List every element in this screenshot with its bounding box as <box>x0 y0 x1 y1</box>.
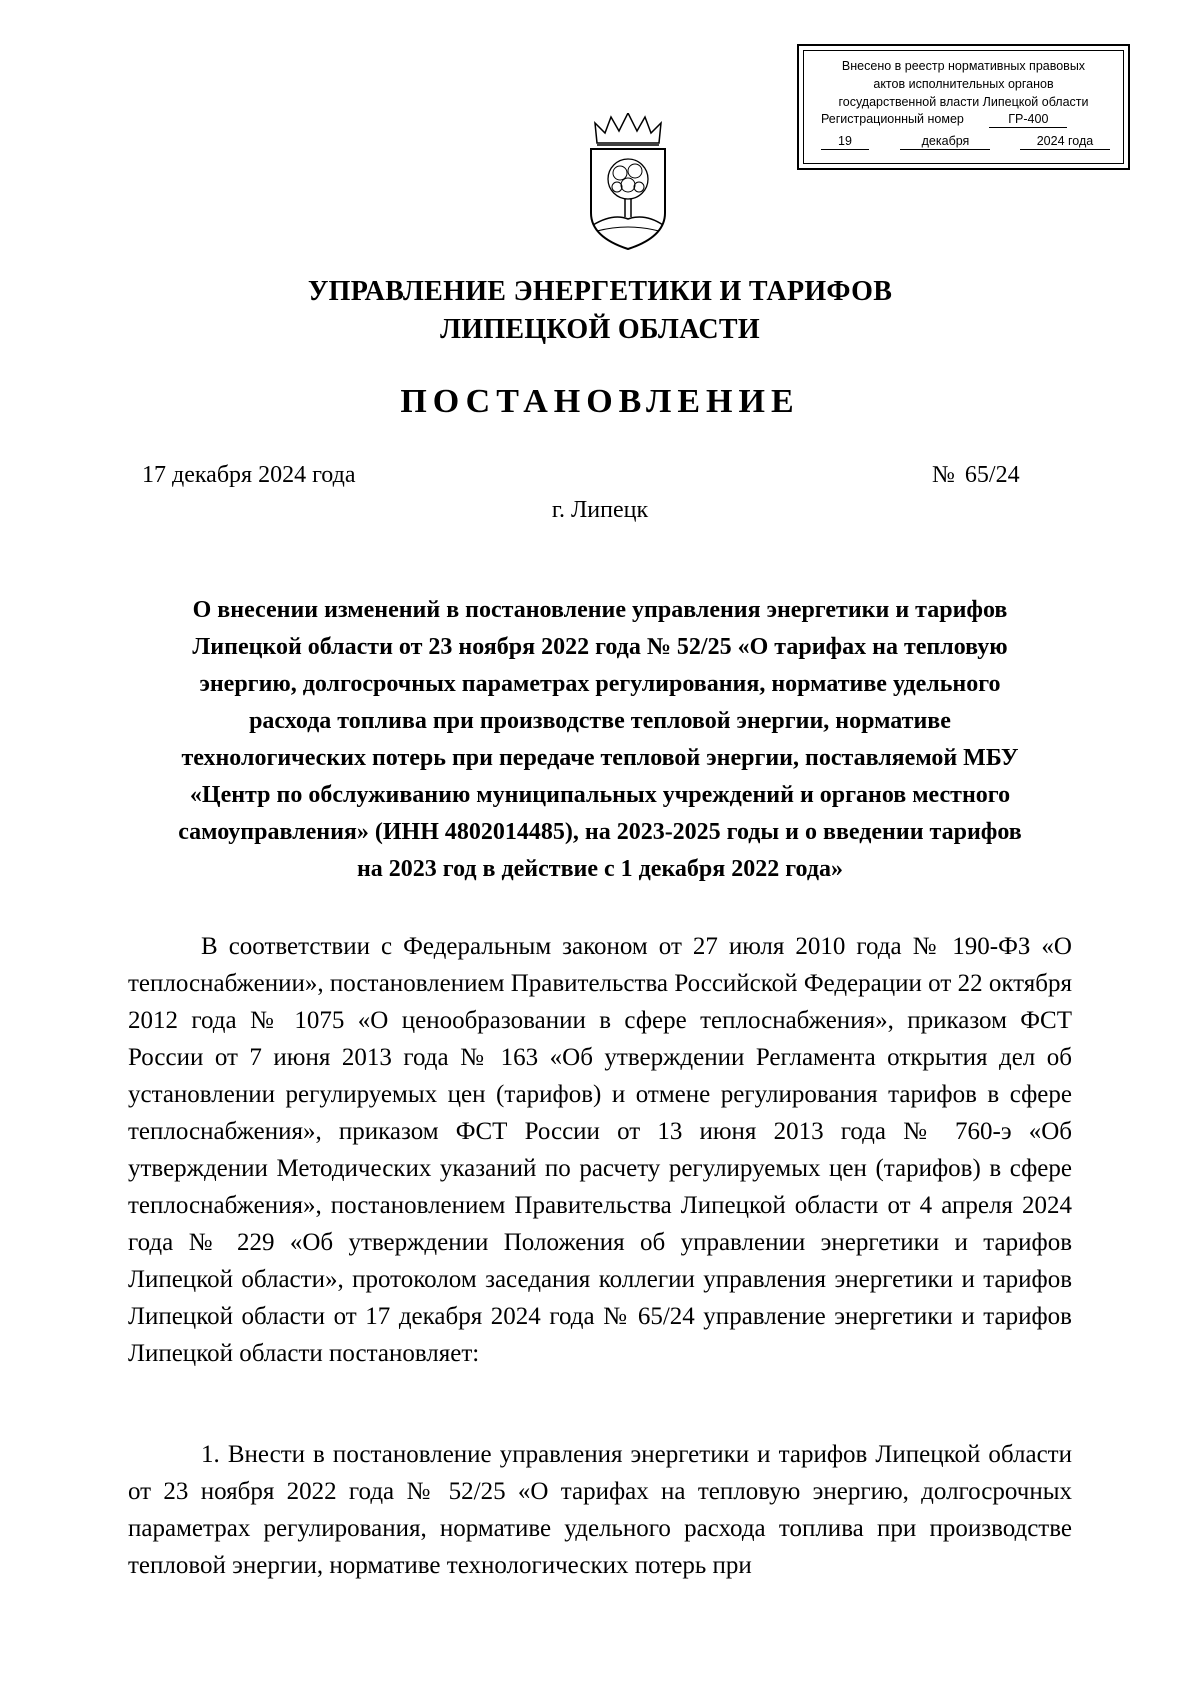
lipetsk-coat-of-arms-icon <box>585 113 671 253</box>
registry-stamp <box>797 44 1130 170</box>
stamp-line: государственной власти Липецкой области <box>838 95 1089 109</box>
stamp-line: актов исполнительных органов <box>873 77 1054 91</box>
number-sign: № <box>932 462 955 488</box>
number-value: 65/24 <box>964 462 1020 488</box>
organization-name-line2: ЛИПЕЦКОЙ ОБЛАСТИ <box>440 314 760 345</box>
stamp-day: 19 <box>821 134 869 150</box>
stamp-reg-number: ГР-400 <box>989 112 1067 128</box>
stamp-date-row <box>821 134 1118 150</box>
title-line: технологических потерь при передаче тепловой энергии, поставляемой МБУ <box>181 745 1019 771</box>
title-line: «Центр по обслуживанию муниципальных учреждений и органов местного <box>189 782 1011 808</box>
title-line: на 2023 год в действие с 1 декабря 2022 года» <box>356 856 844 882</box>
stamp-registration-row <box>821 112 1118 128</box>
stamp-month: декабря <box>900 134 990 150</box>
title-line: О внесении изменений в постановление управления энергетики и тарифов <box>192 597 1008 623</box>
title-line: Липецкой области от 23 ноября 2022 года № 52/25 «О тарифах на тепловую <box>192 634 1008 660</box>
title-line: расхода топлива при производстве тепловой энергии, нормативе <box>249 708 951 734</box>
stamp-reg-label: Регистрационный номер <box>821 112 964 126</box>
item-1-paragraph: 1. Внести в постановление управления энергетики и тарифов Липецкой области от 23 ноября 2022 года № 52/25 «О тарифах на тепловую энергию, долгосрочных параметрах регулирования, нормативе удельного расхода топлива при производстве тепловой энергии, нормативе технологических потерь при <box>128 1441 1072 1579</box>
organization-heading <box>0 273 1200 349</box>
preamble-paragraph: В соответствии с Федеральным законом от 27 июля 2010 года № 190-ФЗ «О теплоснабжении», постановлением Правительства Российской Федерации от 22 октября 2012 года № 1075 «О ценообразовании в сфере теплоснабжения», приказом ФСТ России от 7 июня 2013 года № 163 «Об утверждении Регламента открытия дел об установлении регулируемых цен (тарифов) и отмене регулирования тарифов в сфере теплоснабжения», приказом ФСТ России от 13 июня 2013 года № 760-э «Об утверждении Методических указаний по расчету регулируемых цен (тарифов) в сфере теплоснабжения», постановлением Правительства Липецкой области от 4 апреля 2024 года № 229 «Об утверждении Положения об управлении энергетики и тарифов Липецкой области», протоколом заседания коллегии управления энергетики и тарифов Липецкой области от 17 декабря 2024 года № 65/24 управление энергетики и тарифов Липецкой области постановляет: <box>128 933 1072 1367</box>
organization-name-line1: УПРАВЛЕНИЕ ЭНЕРГЕТИКИ И ТАРИФОВ <box>307 276 893 307</box>
stamp-year: 2024 года <box>1020 134 1110 150</box>
document-date: 17 декабря 2024 года <box>142 462 356 488</box>
document-title <box>120 592 1080 888</box>
stamp-line: Внесено в реестр нормативных правовых <box>841 59 1086 73</box>
title-line: самоуправления» (ИНН 4802014485), на 2023-2025 годы и о введении тарифов <box>178 819 1022 845</box>
document-number <box>932 462 1020 489</box>
document-city: г. Липецк <box>551 497 649 523</box>
title-line: энергию, долгосрочных параметрах регулирования, нормативе удельного <box>199 671 1001 697</box>
document-type: ПОСТАНОВЛЕНИЕ <box>400 383 800 420</box>
